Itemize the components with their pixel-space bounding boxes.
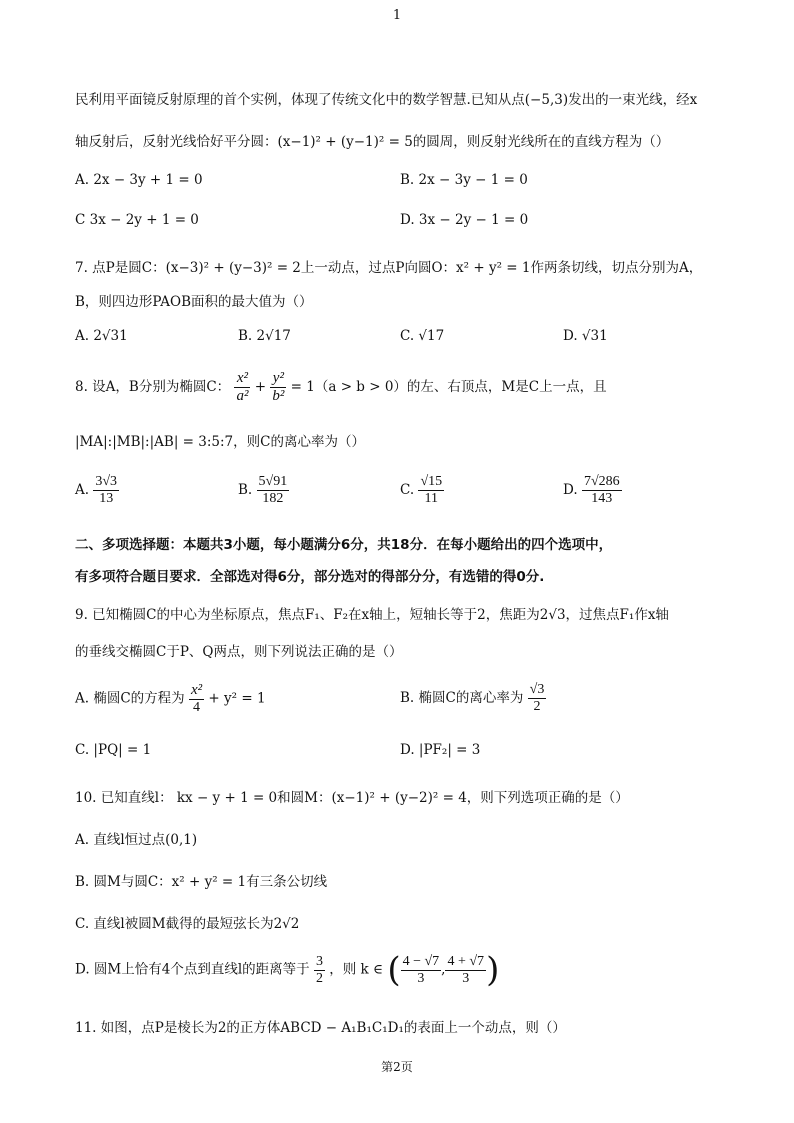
q8-option-b: B. $\frac{5√91}{182}$ bbox=[238, 474, 288, 506]
page-footer: 第2页 bbox=[381, 1060, 413, 1074]
q7-line2: B，则四边形PAOB面积的最大值为（） bbox=[75, 294, 313, 310]
q6-option-b: B. 2x − 3y − 1 = 0 bbox=[400, 172, 528, 188]
q9-option-b: B. 椭圆C的离心率为 $\frac{√3}{2}$ bbox=[400, 682, 545, 714]
q8-option-a: A. $\frac{3√3}{13}$ bbox=[75, 474, 118, 506]
ellipse-y-fraction: $\frac{\text{y²}}{\text{b²}}$ bbox=[272, 370, 285, 404]
q7-line1: 7. 点P是圆C：(x−3)² + (y−3)² = 2上一动点，过点P向圆O：x² + y² = 1作两条切线，切点分别为A， bbox=[75, 260, 703, 276]
section2-heading-line1: 二、多项选择题：本题共3小题，每小题满分6分，共18分．在每小题给出的四个选项中， bbox=[75, 537, 613, 553]
q6-option-d: D. 3x − 2y − 1 = 0 bbox=[400, 212, 529, 228]
section2-heading-line2: 有多项符合题目要求．全部选对得6分，部分选对的得部分分，有选错的得0分. bbox=[75, 569, 545, 585]
page-number: 1 bbox=[392, 8, 402, 23]
q7-option-a: A. 2√31 bbox=[75, 328, 128, 344]
q10-option-b: B. 圆M与圆C：x² + y² = 1有三条公切线 bbox=[75, 874, 328, 890]
ellipse-x-fraction: $\frac{\text{x²}}{\text{a²}}$ bbox=[236, 370, 249, 404]
q8-intro: 8. 设A，B分别为椭圆C： bbox=[75, 379, 231, 395]
q9-line1: 9. 已知椭圆C的中心为坐标原点，焦点F₁、F₂在x轴上，短轴长等于2，焦距为2√3，过焦点F₁作x轴 bbox=[75, 607, 669, 623]
q6-line2: 轴反射后，反射光线恰好平分圆：(x−1)² + (y−1)² = 5的圆周，则反射光线所在的直线方程为（） bbox=[75, 134, 670, 150]
q7-option-c: C. √17 bbox=[400, 328, 445, 344]
q8-line2: |MA|:|MB|:|AB| = 3:5:7，则C的离心率为（） bbox=[75, 434, 365, 450]
q10-option-a: A. 直线l恒过点(0,1) bbox=[75, 832, 198, 848]
q9-line2: 的垂线交椭圆C于P、Q两点，则下列说法正确的是（） bbox=[75, 644, 403, 660]
q10-option-c: C. 直线l被圆M截得的最短弦长为2√2 bbox=[75, 916, 300, 932]
q6-line1: 民利用平面镜反射原理的首个实例，体现了传统文化中的数学智慧.已知从点(−5,3)发出的一束光线，经x bbox=[75, 92, 698, 108]
q10-line1: 10. 已知直线l： kx − y + 1 = 0和圆M：(x−1)² + (y−2)² = 4，则下列选项正确的是（） bbox=[75, 790, 629, 806]
q6-option-c: C 3x − 2y + 1 = 0 bbox=[75, 212, 199, 228]
q6-option-a: A. 2x − 3y + 1 = 0 bbox=[75, 172, 203, 188]
q8-condition: = 1（a > b > 0）的左、右顶点，M是C上一点，且 bbox=[290, 379, 607, 395]
q10-option-d: D. 圆M上恰有4个点到直线l的距离等于 $\frac{3}{2}$ ，则 k ∈ ( $\frac{4 - √7}{3}$ , $\frac{4 + √7}{3}$ ) bbox=[75, 950, 500, 990]
q8-option-c: C. $\frac{√15}{11}$ bbox=[400, 474, 443, 506]
q9-option-d: D. |PF₂| = 3 bbox=[400, 742, 481, 758]
q8-option-d: D. $\frac{7√286}{143}$ bbox=[563, 474, 620, 506]
q7-option-d: D. √31 bbox=[563, 328, 608, 344]
q8-line1: 8. 设A，B分别为椭圆C： $\frac{\text{x²}}{\text{a²}}$ + $\frac{\text{y²}}{\text{b²}}$ = 1（a > b > 0）的左、右顶点，M是C上一点，且 bbox=[75, 370, 607, 404]
q9-option-c: C. |PQ| = 1 bbox=[75, 742, 152, 758]
q9-option-a: A. 椭圆C的方程为 $\frac{\text{x²}}{4}$ + y² = 1 bbox=[75, 682, 266, 715]
q7-option-b: B. 2√17 bbox=[238, 328, 291, 344]
q11-line1: 11. 如图，点P是棱长为2的正方体ABCD − A₁B₁C₁D₁的表面上一个动点，则（） bbox=[75, 1020, 566, 1036]
